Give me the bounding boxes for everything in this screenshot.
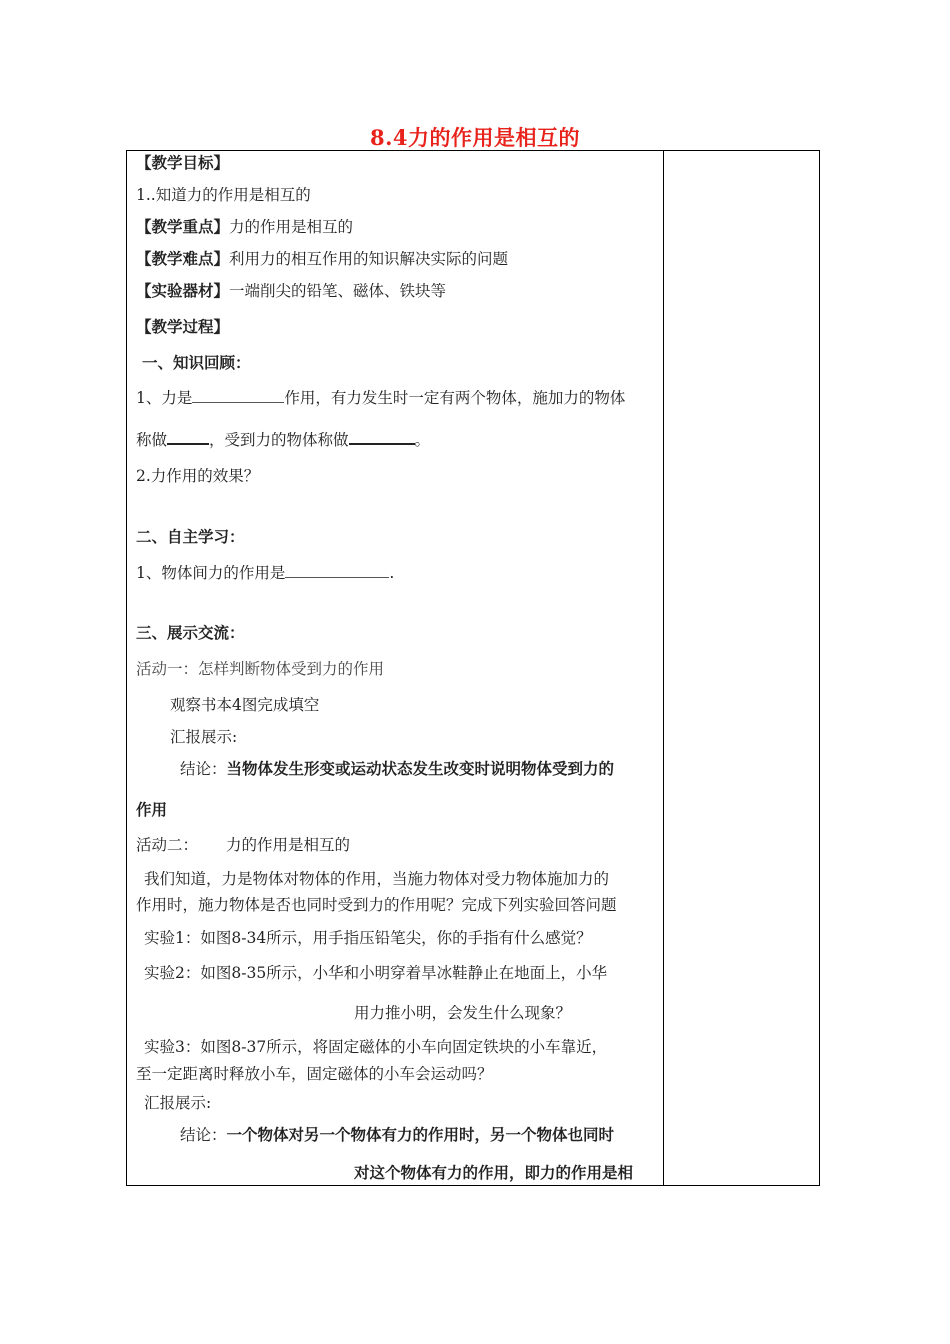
review-heading: 一、知识回顾： (142, 353, 251, 372)
answer-blank[interactable] (349, 429, 415, 445)
equipment-text: 一端削尖的铅笔、磁体、铁块等 (229, 282, 447, 300)
exchange-heading: 三、展示交流： (136, 623, 245, 642)
review-q1-part-b: 作用，有力发生时一定有两个物体，施加力的物体 (284, 389, 626, 407)
key-point-text: 力的作用是相互的 (229, 218, 354, 236)
experiment-3-a: 实验3：如图8-37所示，将固定磁体的小车向固定铁块的小车靠近， (144, 1038, 608, 1056)
self-study-heading: 二、自主学习： (136, 527, 245, 546)
experiment-2-a: 实验2：如图8-35所示，小华和小明穿着旱冰鞋静止在地面上，小华 (144, 964, 608, 982)
conclusion-1 (180, 759, 614, 779)
review-question-1 (136, 388, 625, 408)
review-question-2: 2.力作用的效果？ (136, 467, 260, 485)
conclusion-1-text-b: 作用 (136, 800, 168, 819)
answer-blank[interactable] (285, 563, 389, 578)
process-heading: 【教学过程】 (136, 317, 230, 336)
conclusion-2-text-b: 对这个物体有力的作用，即力的作用是相 (354, 1163, 634, 1182)
review-question-1-cont (136, 429, 430, 450)
key-point-row (136, 217, 353, 237)
conclusion-1-text-a: 当物体发生形变或运动状态发生改变时说明物体受到力的 (226, 759, 615, 778)
self-study-question-1 (136, 563, 394, 583)
answer-blank[interactable] (192, 388, 284, 403)
difficulty-text: 利用力的相互作用的知识解决实际的问题 (229, 250, 509, 268)
equipment-row (136, 281, 446, 301)
self-study-q1-part-a: 1、物体间力的作用是 (136, 564, 286, 582)
objective-item-1: 1..知道力的作用是相互的 (136, 186, 311, 204)
review-q1-part-a: 1、力是 (136, 389, 193, 407)
conclusion-label-1: 结论： (180, 760, 227, 778)
experiment-3-b: 至一定距离时释放小车，固定磁体的小车会运动吗？ (136, 1065, 493, 1083)
conclusion-label-2: 结论： (180, 1126, 227, 1144)
self-study-q1-part-b: . (389, 564, 395, 582)
activity-1-title: 活动一：怎样判断物体受到力的作用 (136, 660, 385, 678)
experiment-2-b: 用力推小明，会发生什么现象？ (354, 1004, 572, 1022)
difficulty-row (136, 249, 508, 269)
objective-heading: 【教学目标】 (136, 153, 230, 172)
review-q1-part-d: ，受到力的物体称做 (209, 431, 349, 449)
review-q1-part-e: 。 (414, 431, 431, 449)
conclusion-2-text-a: 一个物体对另一个物体有力的作用时，另一个物体也同时 (226, 1125, 615, 1144)
answer-blank[interactable] (167, 429, 209, 445)
review-q1-part-c: 称做 (136, 431, 168, 449)
activity-2-title: 力的作用是相互的 (226, 836, 351, 854)
activity-2-label: 活动二： (136, 836, 199, 854)
experiment-1: 实验1：如图8-34所示，用手指压铅笔尖，你的手指有什么感觉？ (144, 929, 592, 947)
key-point-label: 【教学重点】 (136, 217, 230, 236)
difficulty-label: 【教学难点】 (136, 249, 230, 268)
intro-text-a: 我们知道，力是物体对物体的作用，当施力物体对受力物体施加力的 (144, 870, 610, 888)
column-divider (663, 150, 664, 1186)
observe-instruction: 观察书本4图完成填空 (170, 696, 320, 714)
page-title: 8.4力的作用是相互的 (369, 125, 581, 150)
report-label-1: 汇报展示: (170, 728, 238, 746)
conclusion-2 (180, 1125, 614, 1145)
equipment-label: 【实验器材】 (136, 281, 230, 300)
activity-2-row (136, 835, 350, 855)
intro-text-b: 作用时，施力物体是否也同时受到力的作用呢？完成下列实验回答问题 (136, 896, 617, 914)
report-label-2: 汇报展示: (144, 1094, 212, 1112)
